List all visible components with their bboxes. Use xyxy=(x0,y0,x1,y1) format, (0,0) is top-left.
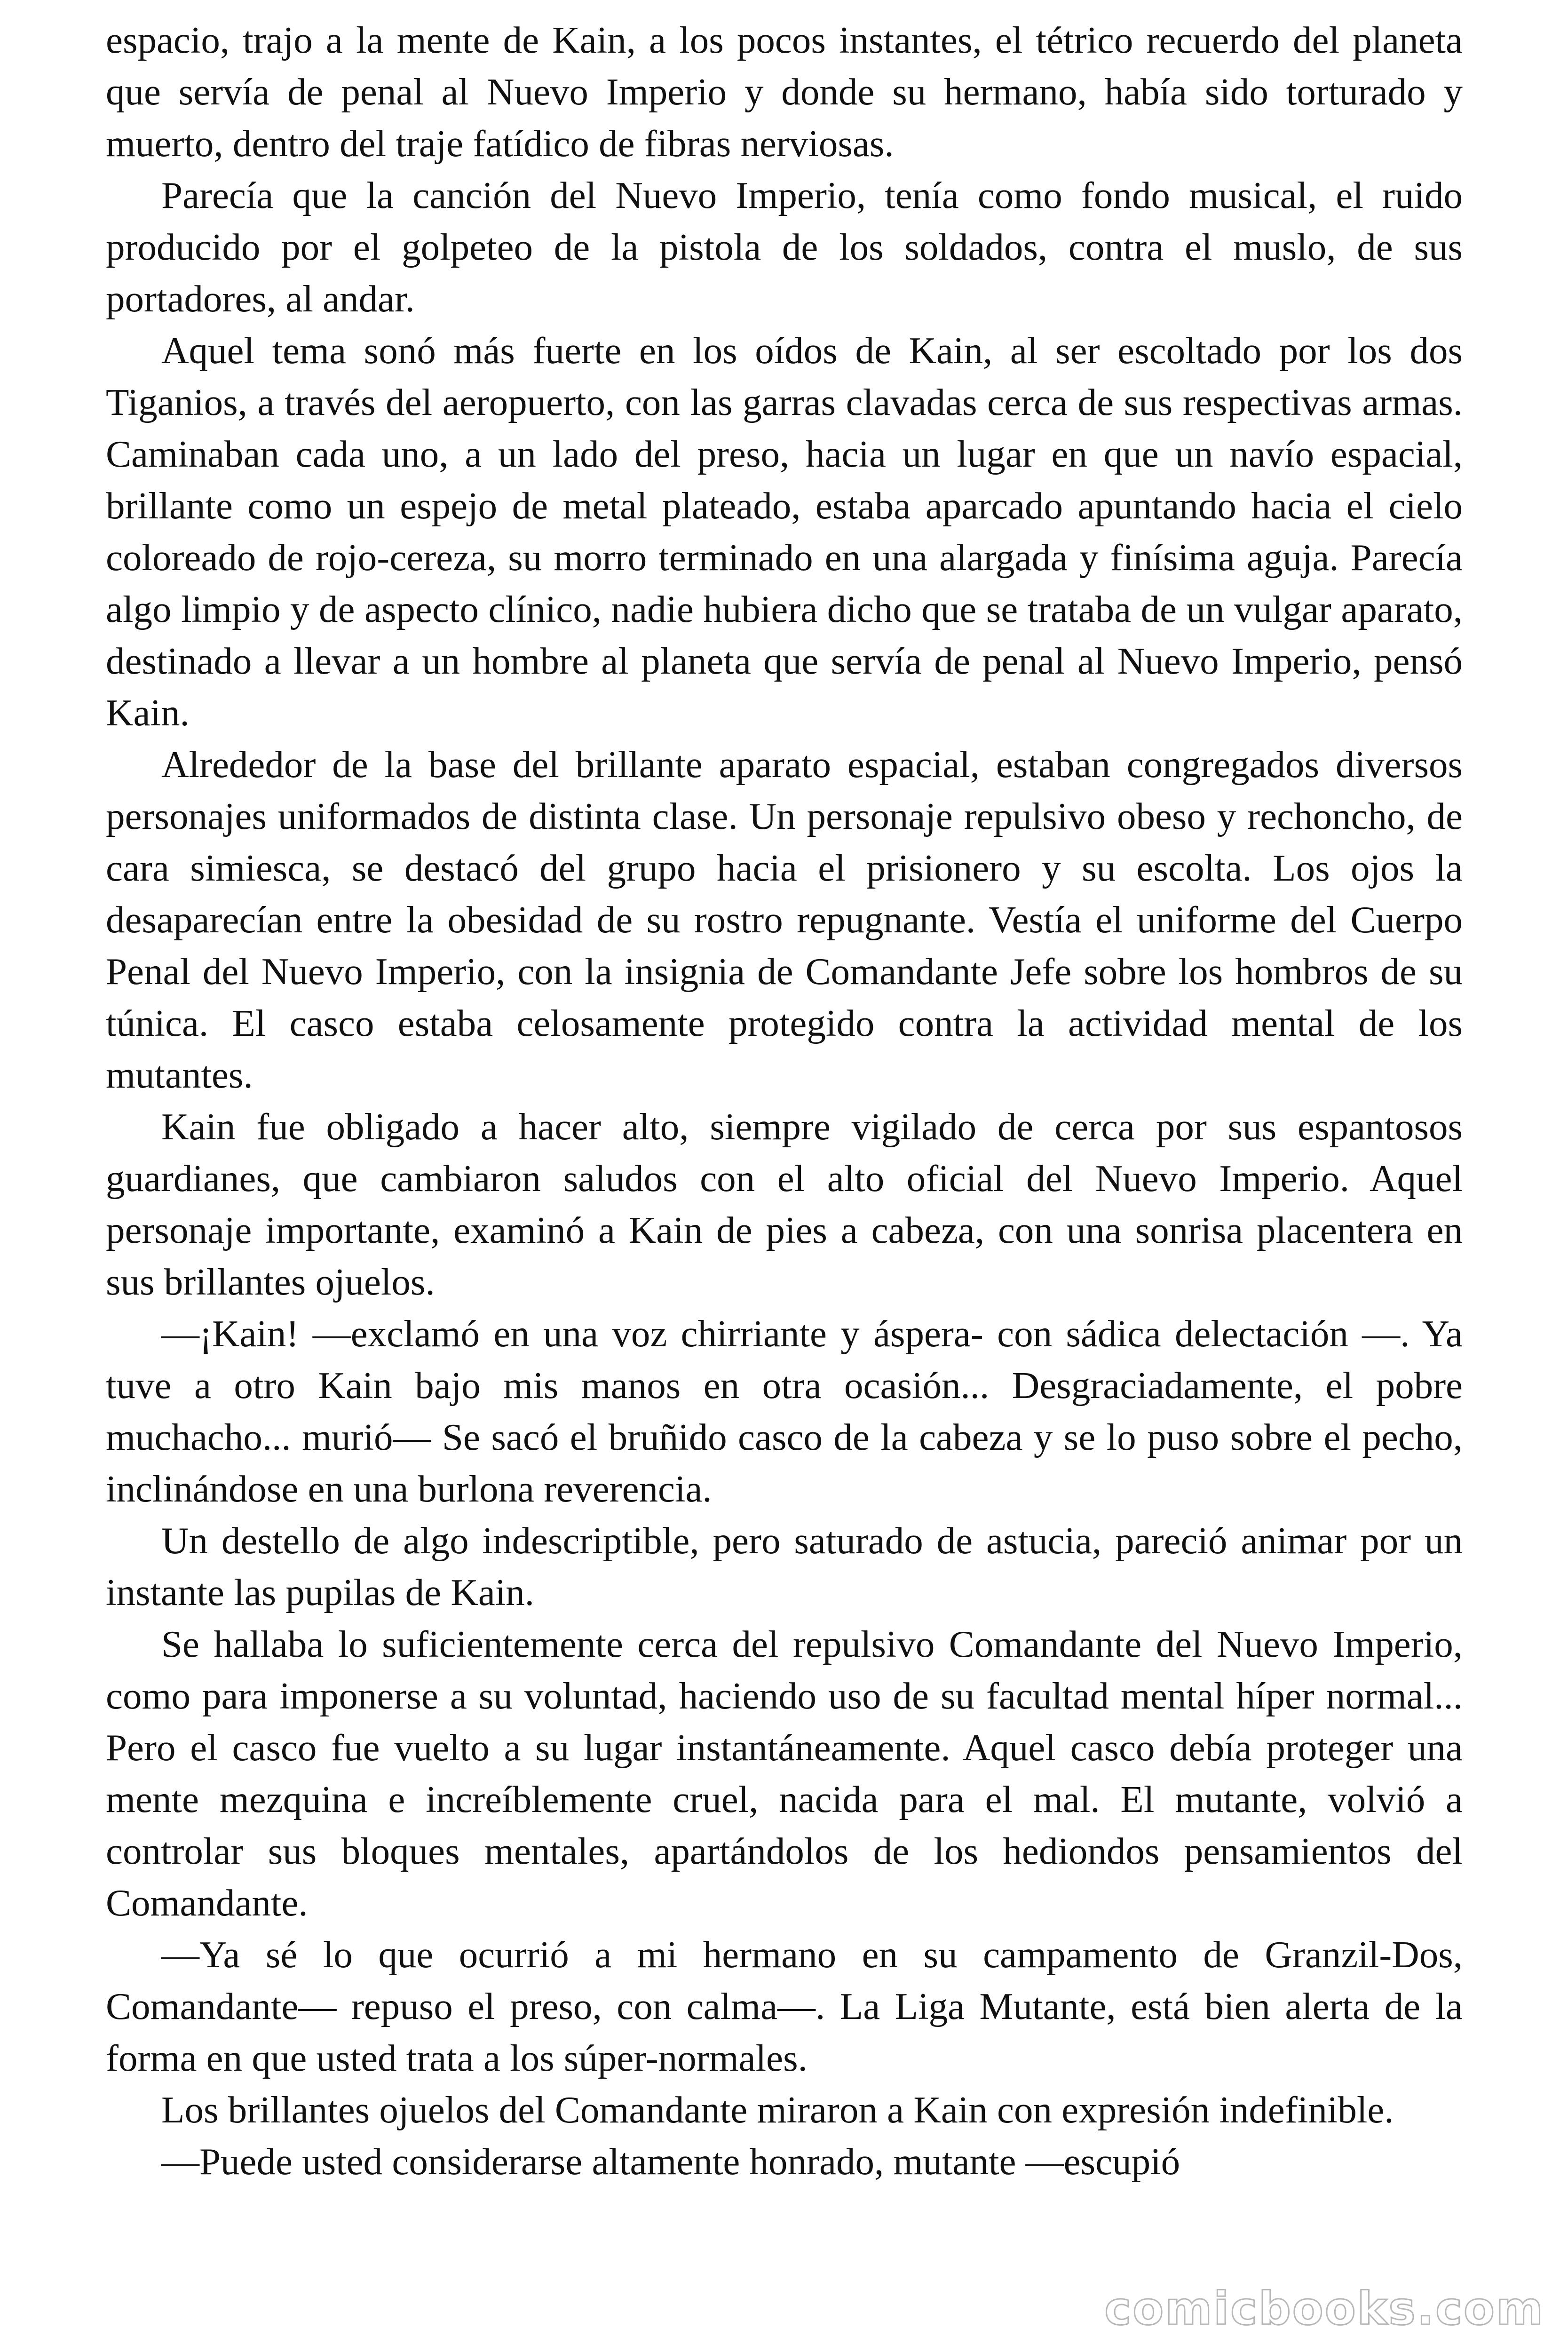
paragraph-3: Aquel tema sonó más fuerte en los oídos de Kain, al ser escoltado por los dos Tiganios, a través del aeropuerto, con las garras clavadas cerca de sus respectivas armas. Caminaban cada uno, a un lado del preso, hacia un lugar en que un navío espacial, brillante como un espejo de metal plateado, estaba aparcado apuntando hacia el cielo coloreado de rojo-cereza, su morro terminado en una alargada y finísima aguja. Parecía algo limpio y de aspecto clínico, nadie hubiera dicho que se trataba de un vulgar aparato, destinado a llevar a un hombre al planeta que servía de penal al Nuevo Imperio, pensó Kain. xyxy=(106,329,1463,734)
body-text xyxy=(106,14,1463,2187)
paragraph-2: Parecía que la canción del Nuevo Imperio, tenía como fondo musical, el ruido producido por el golpeteo de la pistola de los soldados, contra el muslo, de sus portadores, al andar. xyxy=(106,174,1463,320)
paragraph-5: Kain fue obligado a hacer alto, siempre vigilado de cerca por sus espantosos guardianes, que cambiaron saludos con el alto oficial del Nuevo Imperio. Aquel personaje importante, examinó a Kain de pies a cabeza, con una sonrisa placentera en sus brillantes ojuelos. xyxy=(106,1105,1463,1303)
paragraph-1: espacio, trajo a la mente de Kain, a los pocos instantes, el tétrico recuerdo del planeta que servía de penal al Nuevo Imperio y donde su hermano, había sido torturado y muerto, dentro del traje fatídico de fibras nerviosas. xyxy=(106,19,1463,165)
paragraph-4: Alrededor de la base del brillante aparato espacial, estaban congregados diversos personajes uniformados de distinta clase. Un personaje repulsivo obeso y rechoncho, de cara simiesca, se destacó del grupo hacia el prisionero y su escolta. Los ojos la desaparecían entre la obesidad de su rostro repugnante. Vestía el uniforme del Cuerpo Penal del Nuevo Imperio, con la insignia de Comandante Jefe sobre los hombros de su túnica. El casco estaba celosamente protegido contra la actividad mental de los mutantes. xyxy=(106,743,1463,1096)
paragraph-7: Un destello de algo indescriptible, pero saturado de astucia, pareció animar por un instante las pupilas de Kain. xyxy=(106,1519,1463,1613)
paragraph-9: —Ya sé lo que ocurrió a mi hermano en su campamento de Granzil-Dos, Comandante— repuso el preso, con calma—. La Liga Mutante, está bien alerta de la forma en que usted trata a los súper-normales. xyxy=(106,1933,1463,2079)
paragraph-11: —Puede usted considerarse altamente honrado, mutante —escupió xyxy=(161,2140,1180,2183)
paragraph-10: Los brillantes ojuelos del Comandante miraron a Kain con expresión indefinible. xyxy=(161,2089,1394,2131)
paragraph-6: —¡Kain! —exclamó en una voz chirriante y áspera- con sádica delectación —. Ya tuve a otro Kain bajo mis manos en otra ocasión... Desgraciadamente, el pobre muchacho... murió— Se sacó el bruñido casco de la cabeza y se lo puso sobre el pecho, inclinándose en una burlona reverencia. xyxy=(106,1312,1463,1510)
watermark: comicbooks.com xyxy=(1104,2282,1544,2335)
paragraph-8: Se hallaba lo suficientemente cerca del repulsivo Comandante del Nuevo Imperio, como para imponerse a su voluntad, haciendo uso de su facultad mental híper normal... Pero el casco fue vuelto a su lugar instantáneamente. Aquel casco debía proteger una mente mezquina e increíblemente cruel, nacida para el mal. El mutante, volvió a controlar sus bloques mentales, apartándolos de los hediondos pensamientos del Comandante. xyxy=(106,1623,1463,1924)
